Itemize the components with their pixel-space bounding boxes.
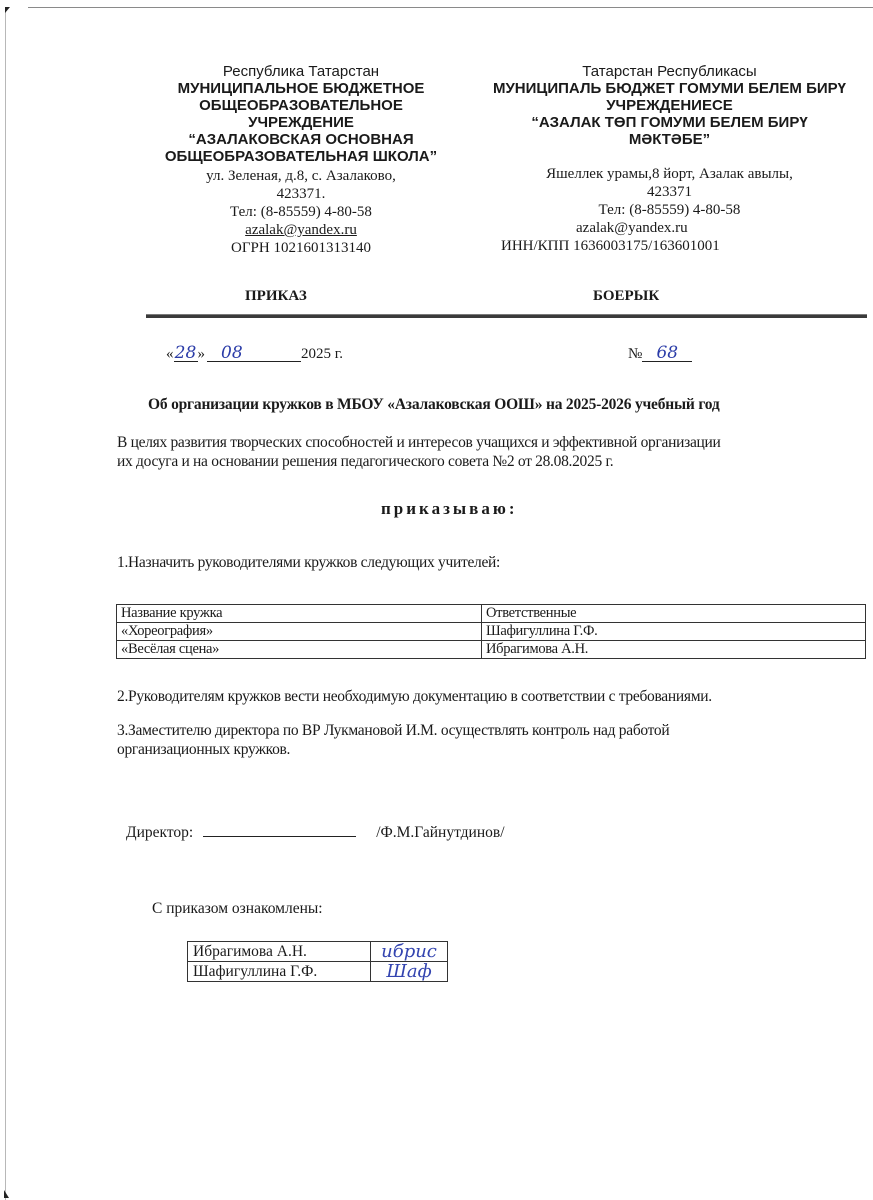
date-day: 28 bbox=[174, 343, 197, 363]
club-name: «Хореография» bbox=[117, 623, 482, 641]
assignments-table bbox=[116, 604, 866, 659]
director-label: Директор: bbox=[126, 824, 194, 841]
acknowledgement-table bbox=[187, 941, 448, 982]
table-row bbox=[117, 641, 866, 659]
org-name-line: УЧРЕЖДЕНИЕ bbox=[248, 114, 354, 131]
org-name-line: ОБЩЕОБРАЗОВАТЕЛЬНАЯ ШКОЛА” bbox=[164, 148, 438, 165]
org-name-line: “АЗАЛАК ТӨП ГОМУМИ БЕЛЕМ БИРҮ bbox=[531, 114, 808, 131]
scan-corner-mark-bottom bbox=[4, 1190, 9, 1198]
acknowledged-label: С приказом ознакомлены: bbox=[152, 900, 323, 917]
club-name: «Весёлая сцена» bbox=[117, 641, 482, 659]
org-name-line: “АЗАЛАКОВСКАЯ ОСНОВНАЯ bbox=[188, 131, 414, 148]
date-month: 08 bbox=[207, 345, 301, 362]
staff-name: Шафигуллина Г.Ф. bbox=[188, 962, 371, 982]
doc-type-ru: ПРИКАЗ bbox=[245, 288, 307, 304]
order-number-value: 68 bbox=[642, 345, 692, 362]
document-title: Об организации кружков в МБОУ «Азалаковская ООШ» на 2025-2026 учебный год bbox=[148, 396, 720, 413]
republic-name: Татарстан Республикасы bbox=[582, 63, 757, 80]
order-number: № 68 bbox=[628, 345, 692, 363]
item-1: 1.Назначить руководителями кружков следующих учителей: bbox=[117, 554, 501, 571]
ogrn: ОГРН 1021601313140 bbox=[231, 240, 371, 256]
intro-paragraph: В целях развития творческих способностей и интересов учащихся и эффективной организации их досуга и на основании решения педагогического совета №2 от 28.08.2025 г. bbox=[117, 434, 721, 470]
org-name-line: МУНИЦИПАЛЬНОЕ БЮДЖЕТНОЕ bbox=[177, 80, 425, 97]
inn-kpp: ИНН/КПП 1636003175/163601001 bbox=[501, 238, 720, 254]
table-row bbox=[188, 962, 448, 982]
date-year: 2025 г. bbox=[301, 346, 343, 362]
header-right bbox=[466, 63, 873, 255]
org-name-line: ОБЩЕОБРАЗОВАТЕЛЬНОЕ bbox=[199, 97, 403, 114]
email-link[interactable]: azalak@yandex.ru bbox=[245, 222, 357, 238]
org-name-line: УЧРЕЖДЕНИЕСЕ bbox=[606, 97, 733, 114]
order-date: «28» 08 2025 г. bbox=[166, 343, 343, 363]
postcode: 423371. bbox=[276, 186, 326, 202]
phone: Тел: (8-85559) 4-80-58 bbox=[230, 204, 372, 220]
table-header-row bbox=[117, 605, 866, 623]
signature-line bbox=[203, 822, 356, 837]
column-header: Ответственные bbox=[482, 605, 866, 623]
scan-corner-mark bbox=[5, 7, 10, 13]
handwritten-signature: Шаф bbox=[386, 961, 432, 982]
column-header: Название кружка bbox=[117, 605, 482, 623]
scan-edge-left bbox=[5, 10, 6, 1200]
org-name-line: МӘКТӘБЕ” bbox=[628, 131, 711, 148]
republic-name: Республика Татарстан bbox=[222, 63, 380, 80]
header-divider bbox=[146, 314, 867, 318]
item-3: 3.Заместителю директора по ВР Лукмановой И.М. осуществлять контроль над работой организационных кружков. bbox=[117, 722, 670, 758]
email-text: azalak@yandex.ru bbox=[576, 220, 688, 236]
handwritten-signature: ибрис bbox=[381, 941, 437, 962]
table-row bbox=[188, 942, 448, 962]
item-2: 2.Руководителям кружков вести необходимую документацию в соответствии с требованиями. bbox=[117, 688, 712, 705]
responsible-teacher: Шафигуллина Г.Ф. bbox=[482, 623, 866, 641]
director-signature-block bbox=[126, 822, 505, 842]
command-heading: приказываю: bbox=[381, 499, 518, 518]
responsible-teacher: Ибрагимова А.Н. bbox=[482, 641, 866, 659]
staff-name: Ибрагимова А.Н. bbox=[188, 942, 371, 962]
scan-edge-top bbox=[28, 7, 873, 8]
director-name: /Ф.М.Гайнутдинов/ bbox=[376, 824, 505, 841]
address: ул. Зеленая, д.8, с. Азалаково, bbox=[206, 168, 396, 184]
header-left bbox=[140, 63, 462, 257]
phone: Тел: (8-85559) 4-80-58 bbox=[598, 202, 741, 218]
table-row bbox=[117, 623, 866, 641]
address: Яшеллек урамы,8 йорт, Азалак авылы, bbox=[546, 166, 793, 182]
org-name-line: МУНИЦИПАЛЬ БЮДЖЕТ ГОМУМИ БЕЛЕМ БИРҮ bbox=[492, 80, 847, 97]
doc-type-tt: БОЕРЫК bbox=[593, 288, 660, 304]
postcode: 423371 bbox=[647, 184, 692, 200]
